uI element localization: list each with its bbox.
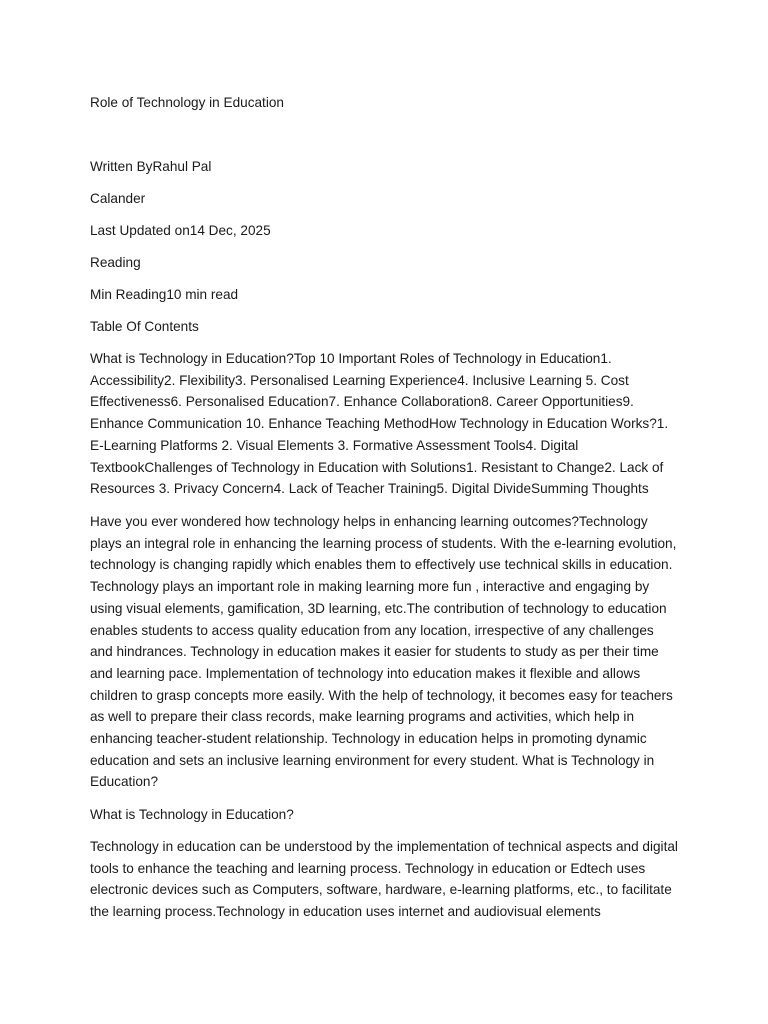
author-line: Written ByRahul Pal xyxy=(90,159,212,174)
toc-heading: Table Of Contents xyxy=(90,319,199,334)
intro-paragraph: Have you ever wondered how technology helps in enhancing learning outcomes?Technology plays an integral role in enhancing the learning process of students. With the e-learning evolution, technology is changing rapidly which enables them to effectively use technical skills in education. Technology plays an important role in making learning more fun , interactive and engaging by using visual elements, gamification, 3D learning, etc.The contribution of technology to education enables students to access quality education from any location, irrespective of any challenges and hindrances. Technology in education makes it easier for students to study as per their time and learning pace. Implementation of technology into education makes it flexible and allows children to grasp concepts more easily. With the help of technology, it becomes easy for teachers as well to prepare their class records, make learning programs and activities, which help in enhancing teacher-student relationship. Technology in education helps in promoting dynamic education and sets an inclusive learning environment for every student. What is Technology in Education? xyxy=(90,514,677,790)
section-paragraph: Technology in education can be understood by the implementation of technical aspects and digital tools to enhance the teaching and learning process. Technology in education or Edtech uses electronic devices such as Computers, software, hardware, e-learning platforms, etc., to facilitate the learning process.Technology in education uses internet and audiovisual elements xyxy=(90,839,678,920)
toc-body: What is Technology in Education?Top 10 Important Roles of Technology in Education1. Accessibility2. Flexibility3. Personalised Learning Experience4. Inclusive Learning 5. Cost Effectiveness6. Personalised Education7. Enhance Collaboration8. Career Opportunities9. Enhance Communication 10. Enhance Teaching MethodHow Technology in Education Works?1. E-Learning Platforms 2. Visual Elements 3. Formative Assessment Tools4. Digital TextbookChallenges of Technology in Education with Solutions1. Resistant to Change2. Lack of Resources 3. Privacy Concern4. Lack of Teacher Training5. Digital DivideSumming Thoughts xyxy=(90,351,669,497)
section-heading: What is Technology in Education? xyxy=(90,807,294,822)
min-reading: Min Reading10 min read xyxy=(90,287,239,302)
document-title: Role of Technology in Education xyxy=(90,95,284,110)
calendar-label: Calander xyxy=(90,191,146,206)
reading-label: Reading xyxy=(90,255,141,270)
last-updated: Last Updated on14 Dec, 2025 xyxy=(90,223,271,238)
